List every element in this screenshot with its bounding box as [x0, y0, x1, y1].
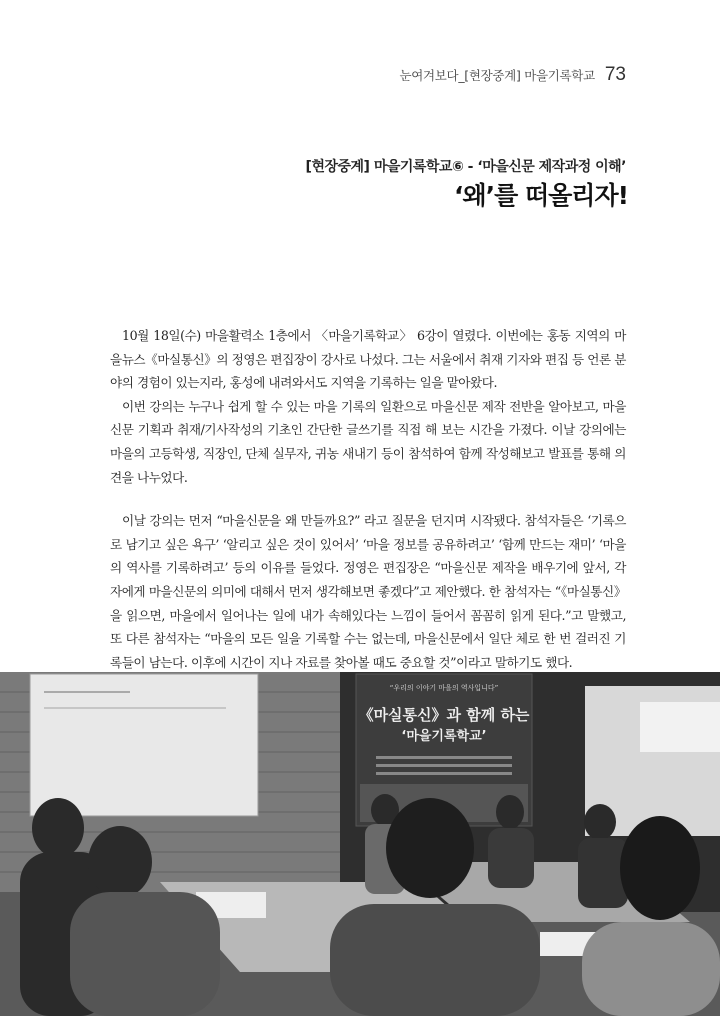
paragraph: 이번 강의는 누구나 쉽게 할 수 있는 마을 기록의 일환으로 마을신문 제작 전반을 알아보고, 마을신문 기획과 취재/기사작성의 기초인 간단한 글쓰기를 직접 해 보는 시간을 가졌다. 이날 강의에는 마을의 고등학생, 직장인, 단체 실무자, 귀농 새내기 등이 참석하여 함께 작성해보고 발표를 통해 의견을 나누었다.	[110, 398, 626, 485]
article-kicker: [현장중계] 마을기록학교⑥ - ‘마을신문 제작과정 이해’	[305, 159, 626, 175]
running-title: 눈여겨보다_[현장중계] 마을기록학교	[399, 68, 595, 83]
projection-screen	[30, 674, 258, 816]
page-number: 73	[604, 64, 626, 85]
banner-main-text: 《마실통신》과 함께 하는	[358, 706, 530, 724]
article-body	[110, 324, 626, 674]
paragraph: 이날 강의는 먼저 “마을신문을 왜 만들까요?” 라고 질문을 던지며 시작됐다. 참석자들은 ‘기록으로 남기고 싶은 욕구’ ‘알리고 싶은 것이 있어서’ ‘마을 정보를 공유하려고’ ‘함께 만드는 재미’ ‘마을의 역사를 기록하려고’ 등의 이유를 들었다. 정영은 편집장은 “마을신문 제작을 배우기에 앞서, 각자에게 마을신문의 의미에 대해서 먼저 생각해보면 좋겠다”고 제안했다. 한 참석자는 “《마실통신》을 읽으면, 마을에서 일어나는 일에 내가 속해있다는 느낌이 들어서 꼼꼼히 읽게 된다.”고 말했고, 또 다른 참석자는 “마을의 모든 일을 기록할 수는 없는데, 마을신문에서 일단 체로 한 번 걸러진 기록들이 남는다. 이후에 시간이 지나 자료를 찾아볼 때도 중요할 것”이라고 말하기도 했다.	[110, 513, 626, 670]
article-title: ‘왜’를 떠올리자!	[454, 181, 628, 210]
page-header	[399, 64, 626, 86]
banner-sub-text: ‘마을기록학교’	[401, 729, 487, 744]
classroom-photo	[0, 672, 720, 1016]
paragraph: 10월 18일(수) 마을활력소 1층에서 〈마을기록학교〉 6강이 열렸다. 이번에는 홍동 지역의 마을뉴스《마실통신》의 정영은 편집장이 강사로 나섰다. 그는 서울에서 취재 기자와 편집 등 언론 분야의 경험이 있는지라, 홍성에 내려와서도 지역을 기록하는 일을 맡아왔다.	[110, 328, 626, 391]
banner-top-text: “우리의 이야기 마을의 역사입니다”	[389, 684, 499, 692]
